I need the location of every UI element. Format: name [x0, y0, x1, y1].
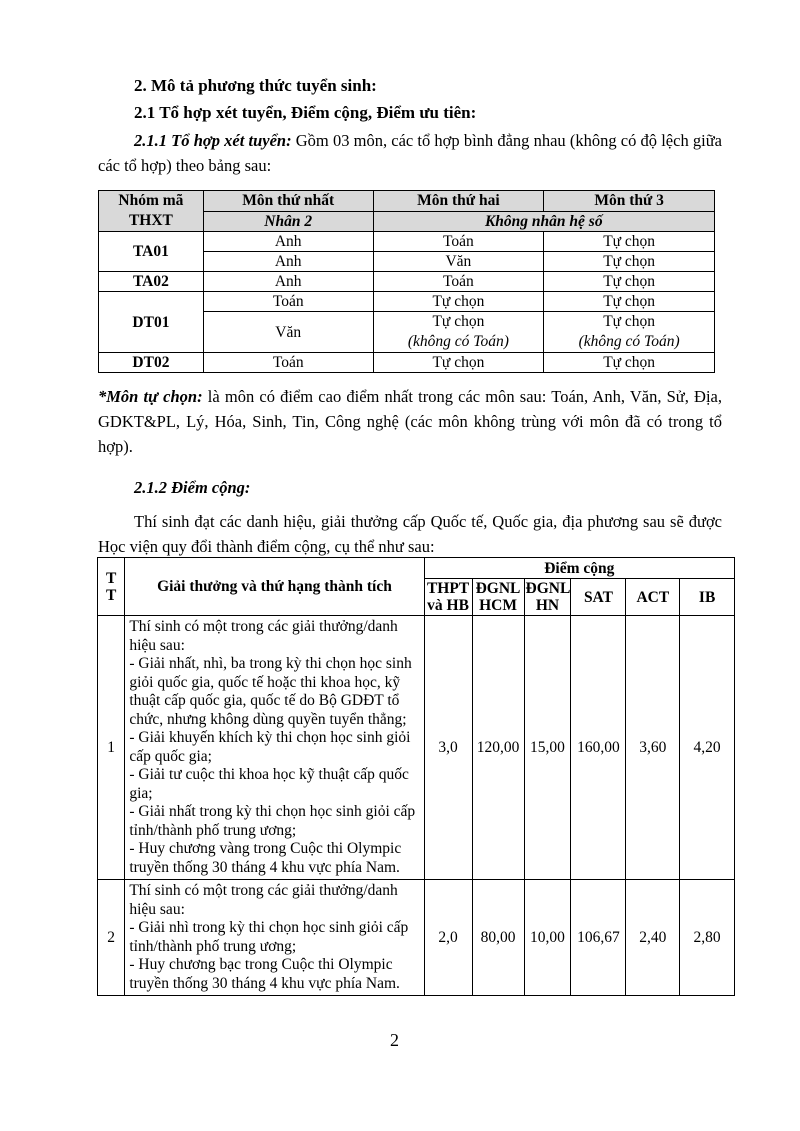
cell-text: Tự chọn: [432, 313, 485, 330]
section-2-1-1-label: 2.1.1 Tổ hợp xét tuyển:: [134, 131, 292, 150]
cell-subject-3: Tự chọn: [544, 252, 715, 272]
header-award: Giải thưởng và thứ hạng thành tích: [125, 558, 424, 616]
award-line: - Giải nhất trong kỳ thi chọn học sinh giỏi cấp tỉnh/thành phố trung ương;: [129, 803, 416, 839]
table-row: [99, 292, 715, 312]
group-code: DT02: [99, 353, 204, 373]
cell-subject-2: Toán: [373, 232, 544, 252]
award-line: Thí sinh có một trong các giải thưởng/danh hiệu sau:: [129, 882, 398, 918]
cell-subject-2: Văn: [373, 252, 544, 272]
section-2-1-2-label: 2.1.2 Điểm cộng:: [134, 478, 251, 497]
section-2-1-1-text: Gồm 03 môn, các tổ hợp bình đẳng nhau (không có độ lệch giữa các tổ hợp) theo bảng sau:: [98, 131, 722, 175]
header-group: Nhóm mã THXT: [99, 191, 204, 232]
cell-subject-1: Anh: [203, 252, 373, 272]
header-dgnl-hn: ĐGNL HN: [525, 580, 571, 614]
header-tt: T T: [98, 558, 125, 616]
header-act: ACT: [626, 579, 680, 616]
paragraph-2-1-1: [98, 128, 722, 178]
cell-subject-2: Tự chọn: [373, 353, 544, 373]
cell-dgnl-hcm: 80,00: [472, 880, 524, 996]
cell-ib: 4,20: [680, 616, 735, 880]
cell-thpt: 3,0: [424, 616, 472, 880]
elective-note-label: *Môn tự chọn:: [98, 387, 203, 406]
header-subject-3: Môn thứ 3: [544, 191, 715, 212]
cell-act: 2,40: [626, 880, 680, 996]
cell-subject-2: [373, 312, 544, 353]
header-multiplier: Nhân 2: [203, 211, 373, 232]
award-line: - Giải khuyến khích kỳ thi chọn học sinh giỏi cấp quốc gia;: [129, 729, 411, 765]
cell-tt: 2: [98, 880, 125, 996]
combination-table: [98, 190, 715, 373]
award-line: Thí sinh có một trong các giải thưởng/danh hiệu sau:: [129, 618, 398, 654]
page-number: 2: [390, 1030, 399, 1050]
table-row: [99, 232, 715, 252]
cell-subject-1: Anh: [203, 272, 373, 292]
header-no-multiplier: Không nhân hệ số: [373, 211, 714, 232]
cell-dgnl-hn: 10,00: [524, 880, 571, 996]
elective-note-text: là môn có điểm cao điểm nhất trong các môn sau: Toán, Anh, Văn, Sử, Địa, GDKT&PL, Lý, Hóa, Sinh, Tin, Công nghệ (các môn không trùng với môn đã có trong tổ hợp).: [98, 387, 722, 456]
cell-award: [125, 880, 424, 996]
cell-award: [125, 616, 424, 880]
table-row: [99, 353, 715, 373]
cell-act: 3,60: [626, 616, 680, 880]
cell-dgnl-hcm: 120,00: [472, 616, 524, 880]
elective-note: [98, 384, 722, 459]
table-row: [99, 272, 715, 292]
cell-subject-3: Tự chọn: [544, 232, 715, 252]
cell-subject-1: Toán: [203, 292, 373, 312]
cell-subject-3: Tự chọn: [544, 292, 715, 312]
heading-2-1: 2.1 Tổ hợp xét tuyển, Điểm cộng, Điểm ưu tiên:: [134, 103, 477, 122]
cell-subject-3: Tự chọn: [544, 272, 715, 292]
group-code: DT01: [99, 292, 204, 353]
cell-subject-2: Toán: [373, 272, 544, 292]
heading-2: 2. Mô tả phương thức tuyển sinh:: [134, 76, 377, 95]
award-line: - Huy chương vàng trong Cuộc thi Olympic truyền thống 30 tháng 4 khu vực phía Nam.: [129, 840, 402, 876]
cell-note: (không có Toán): [407, 333, 509, 350]
header-dgnl-hcm: ĐGNL HCM: [472, 579, 524, 616]
header-bonus: Điểm cộng: [424, 558, 734, 579]
award-line: - Huy chương bạc trong Cuộc thi Olympic truyền thống 30 tháng 4 khu vực phía Nam.: [129, 956, 400, 992]
cell-tt: 1: [98, 616, 125, 880]
cell-subject-3: [544, 312, 715, 353]
cell-text: Tự chọn: [603, 313, 656, 330]
cell-subject-2: Tự chọn: [373, 292, 544, 312]
table-row: [98, 616, 735, 880]
header-subject-1: Môn thứ nhất: [203, 191, 373, 212]
header-ib: IB: [680, 579, 735, 616]
cell-subject-1: Anh: [203, 232, 373, 252]
cell-subject-3: Tự chọn: [544, 353, 715, 373]
group-code: TA02: [99, 272, 204, 292]
header-sat: SAT: [571, 579, 626, 616]
cell-sat: 106,67: [571, 880, 626, 996]
cell-sat: 160,00: [571, 616, 626, 880]
group-code: TA01: [99, 232, 204, 272]
header-subject-2: Môn thứ hai: [373, 191, 544, 212]
award-line: - Giải tư cuộc thi khoa học kỹ thuật cấp quốc gia;: [129, 766, 409, 802]
table-row: [98, 880, 735, 996]
cell-note: (không có Toán): [578, 333, 680, 350]
cell-dgnl-hn: 15,00: [524, 616, 571, 880]
paragraph-2-1-2: Thí sinh đạt các danh hiệu, giải thưởng cấp Quốc tế, Quốc gia, địa phương sau sẽ được Học viện quy đổi thành điểm cộng, cụ thể như sau:: [98, 512, 722, 556]
bonus-points-table: [97, 557, 735, 996]
cell-subject-1: Văn: [203, 312, 373, 353]
award-line: - Giải nhì trong kỳ thi chọn học sinh giỏi cấp tỉnh/thành phố trung ương;: [129, 919, 409, 955]
award-line: - Giải nhất, nhì, ba trong kỳ thi chọn học sinh giỏi quốc gia, quốc tế hoặc thi khoa học, kỹ thuật cấp quốc gia, quốc tế do Bộ GDĐT tổ chức, nhưng không dùng quyền tuyển thẳng;: [129, 655, 412, 728]
cell-thpt: 2,0: [424, 880, 472, 996]
cell-ib: 2,80: [680, 880, 735, 996]
cell-subject-1: Toán: [203, 353, 373, 373]
header-thpt: THPT và HB: [424, 579, 472, 616]
